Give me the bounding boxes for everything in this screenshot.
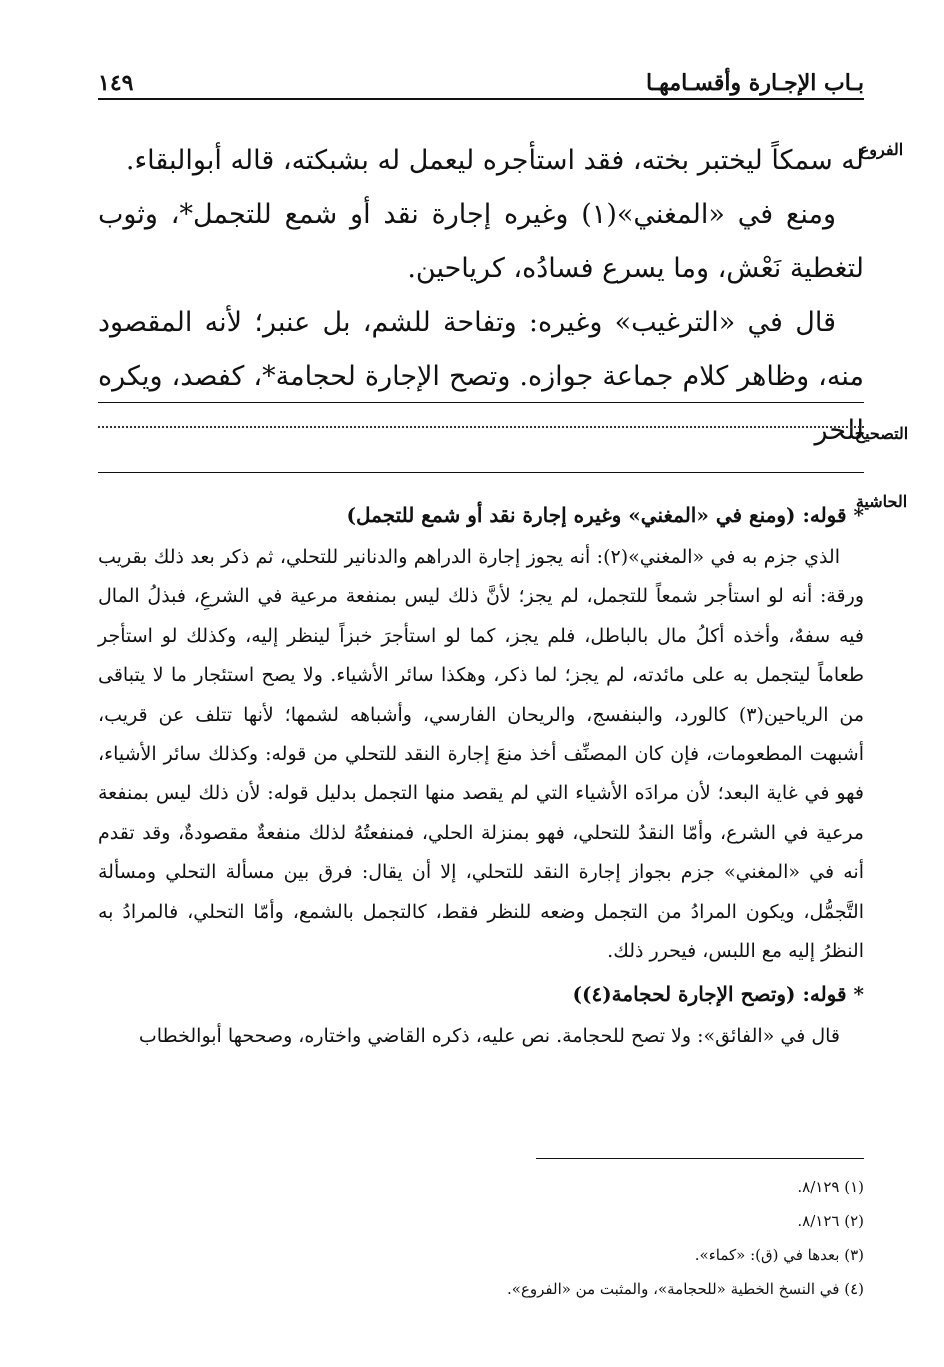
footnote-rule: [536, 1158, 864, 1159]
side-label-hashiya: الحاشية: [855, 492, 908, 511]
hashiya-text: [98, 492, 864, 1057]
hashiya-body-1: الذي جزم به في «المغني»(٢): أنه يجوز إجارة الدراهم والدنانير للتحلي، ثم ذكر بعد ذلك بقريب ورقة: أنه لو استأجر شمعاً للتجمل، لم يجز؛ لأنَّ ذلك ليس بمنفعة مرعية في الشرعِ، فبذلُ المال فيه سفهٌ، وأخذه أكلُ مال بالباطل، فلم يجز، كما لو استأجرَ خبزاً لينظر إليه، وكذلك لو استأجر طعاماً ليتجمل به على مائدته، لم يجز؛ لما ذكر، وهكذا سائر الأشياء. ولا يصح استئجار ما لا يتباقى من الرياحين(٣) كالورد، والبنفسج، والريحان الفارسي، وأشباهه لشمها؛ لأنها تتلف عن قريب، أشبهت المطعومات، فإن كان المصنِّف أخذ منعَ إجارة النقد للتحلي من قوله: وكذلك سائر الأشياء، فهو في غاية البعد؛ لأن مرادَه الأشياء التي لم يقصد منها التجمل بدليل قوله: لأن ذلك ليس بمنفعة مرعية في الشرع، وأمّا النقدُ للتحلي، فهو بمنزلة الحلي، فمنفعتُهُ لذلك منفعةٌ مقصودةٌ، وقد تقدم أنه في «المغني» جزم بجواز إجارة النقد للتحلي، إلا أن يقال: فرق بين مسألة التحلي ومسألة التَّجمُّل، ويكون المرادُ من التجمل وضعه للنظر فقط، كالتجمل بالشمع، وأمّا التحلي، فالمرادُ به النظرُ إليه مع اللبس، فيحرر ذلك.: [98, 546, 864, 963]
section-rule-top: [98, 402, 864, 403]
footnote-1: (١) ٨/١٢٩.: [797, 1178, 864, 1196]
section-rule-bottom: [98, 472, 864, 473]
footnote-2: (٢) ٨/١٢٦.: [797, 1212, 864, 1230]
hashiya-heading-1: * قوله: (ومنع في «المغني» وغيره إجارة نقد أو شمع للتجمل): [346, 503, 864, 527]
hashiya-body-2: قال في «الفائق»: ولا تصح للحجامة. نص عليه، ذكره القاضي واختاره، وصححها أبوالخطاب: [138, 1025, 840, 1048]
footnote-4: (٤) في النسخ الخطية «للحجامة»، والمثبت من «الفروع».: [507, 1280, 864, 1298]
chapter-title: بـاب الإجـارة وأقسـامهـا: [646, 70, 864, 96]
hashiya-heading-2: * قوله: (وتصح الإجارة لحجامة(٤)): [572, 982, 864, 1007]
footnotes: [98, 1170, 864, 1306]
main-paragraph-2: ومنع في «المغني»(١) وغيره إجارة نقد أو شمع للتجمل*، وثوب لتغطية نَعْش، وما يسرع فسادُه، كرياحين.: [98, 199, 864, 284]
main-text: [98, 134, 864, 458]
header-rule: [98, 98, 864, 100]
tashih-dotted-line: [98, 426, 864, 428]
main-line-1: له سمكاً ليختبر بخته، فقد استأجره ليعمل له بشبكته، قاله أبوالبقاء.: [125, 145, 864, 176]
page-header: [98, 66, 864, 96]
main-paragraph-3: قال في «الترغيب» وغيره: وتفاحة للشم، بل عنبر؛ لأنه المقصود منه، وظاهر كلام جماعة جوازه. وتصح الإجارة لحجامة*، كفصد، ويكره للحر: [98, 307, 864, 446]
side-label-tashih: التصحيح: [854, 424, 909, 443]
page-number: ١٤٩: [98, 70, 134, 96]
footnote-3: (٣) بعدها في (ق): «كماء».: [694, 1246, 864, 1264]
side-label-furu: الفروع: [859, 140, 904, 159]
